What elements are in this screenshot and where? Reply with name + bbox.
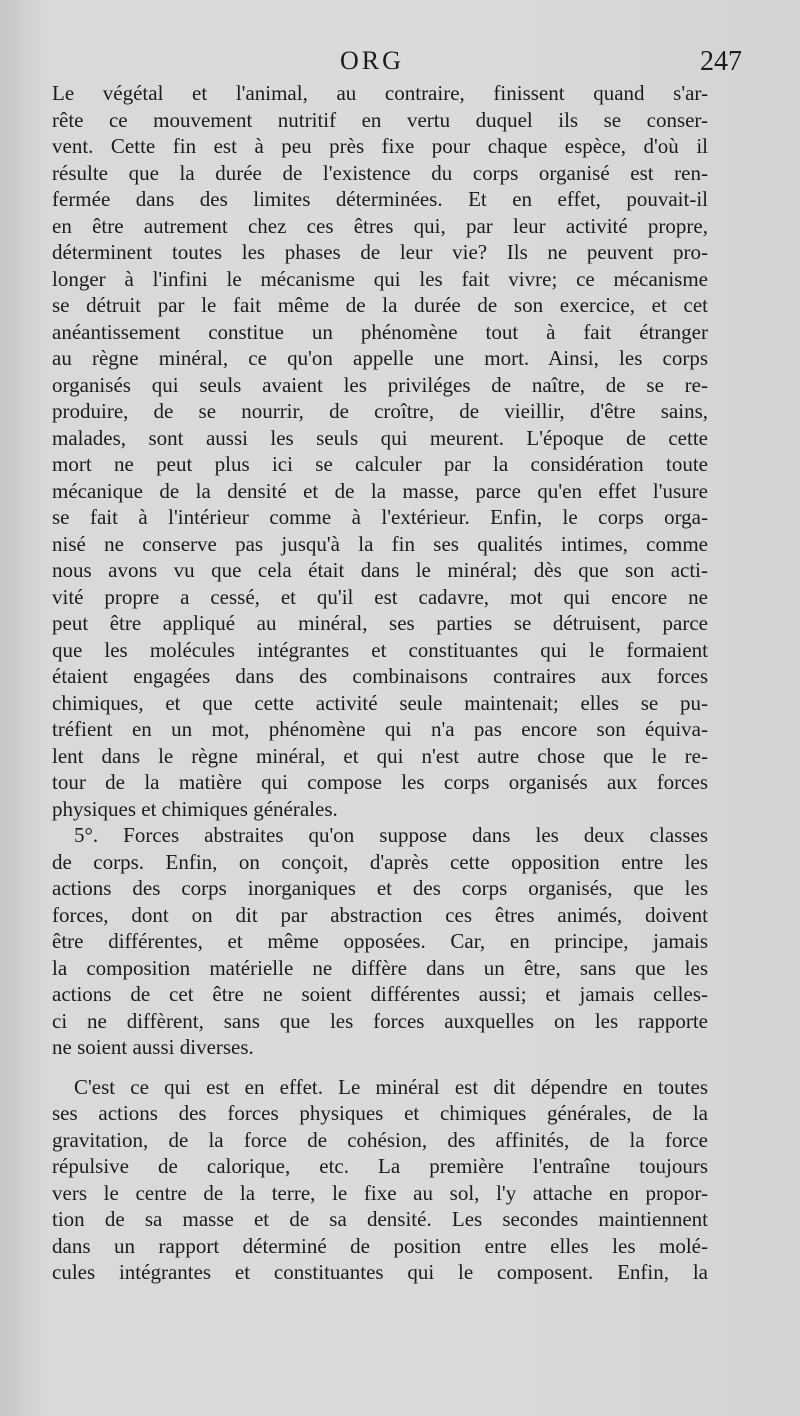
text-line: se fait à l'intérieur comme à l'extérieur. Enfin, le corps orga- [52,505,708,529]
text-line: se détruit par le fait même de la durée de son exercice, et cet [52,293,708,317]
text-line: lent dans le règne minéral, et qui n'est autre chose que le re- [52,743,708,768]
text-line: fermée dans des limites déterminées. Et en effet, pouvait-il [52,187,708,211]
text-line: actions de cet être ne soient différentes aussi; et jamais celles- [52,982,708,1006]
text-line: de corps. Enfin, on conçoit, d'après cette opposition entre les [52,849,708,874]
text-line: longer à l'infini le mécanisme qui les fait vivre; ce mécanisme [52,266,708,291]
text-line: tréfient en un mot, phénomène qui n'a pas encore son équiva- [52,717,708,741]
text-line: résulte que la durée de l'existence du corps organisé est ren- [52,160,708,185]
running-title: ORG [340,46,404,75]
text-line: physiques et chimiques générales. [52,796,338,821]
text-line: nous avons vu que cela était dans le minéral; dès que son acti- [52,558,708,582]
text-line: chimiques, et que cette activité seule maintenait; elles se pu- [52,690,708,715]
text-line: tion de sa masse et de sa densité. Les secondes maintiennent [52,1207,708,1231]
text-line: Le végétal et l'animal, au contraire, finissent quand s'ar- [52,81,708,105]
page-number: 247 [700,46,742,77]
text-line: organisés qui seuls avaient les priviléges de naître, de se re- [52,372,708,397]
text-line: vers le centre de la terre, le fixe au sol, l'y attache en propor- [52,1180,708,1205]
text-line: être différentes, et même opposées. Car, en principe, jamais [52,929,708,953]
text-line: nisé ne conserve pas jusqu'à la fin ses qualités intimes, comme [52,531,708,556]
text-line: mort ne peut plus ici se calculer par la considération toute [52,452,708,476]
text-line: ci ne diffèrent, sans que les forces auxquelles on les rapporte [52,1008,708,1033]
text-line: C'est ce qui est en effet. Le minéral est dit dépendre en toutes [74,1074,708,1099]
text-line: au règne minéral, ce qu'on appelle une mort. Ainsi, les corps [52,346,708,370]
text-line: forces, dont on dit par abstraction ces êtres animés, doivent [52,902,708,927]
text-line: en être autrement chez ces êtres qui, par leur activité propre, [52,213,708,238]
text-line: mécanique de la densité et de la masse, parce qu'en effet l'usure [52,478,708,503]
text-line: la composition matérielle ne diffère dans un être, sans que les [52,955,708,980]
text-line: malades, sont aussi les seuls qui meurent. L'époque de cette [52,425,708,450]
text-line: tour de la matière qui compose les corps organisés aux forces [52,770,708,794]
text-line: ses actions des forces physiques et chimiques générales, de la [52,1101,708,1125]
section-heading-line: 5°. Forces abstraites qu'on suppose dans les deux classes [74,823,708,847]
text-line: étaient engagées dans des combinaisons contraires aux forces [52,664,708,688]
text-line: vent. Cette fin est à peu près fixe pour chaque espèce, d'où il [52,134,708,158]
text-line: répulsive de calorique, etc. La première l'entraîne toujours [52,1154,708,1178]
text-line: que les molécules intégrantes et constituantes qui le formaient [52,637,708,662]
text-line: cules intégrantes et constituantes qui le composent. Enfin, la [52,1260,708,1284]
text-line: gravitation, de la force de cohésion, des affinités, de la force [52,1127,708,1152]
text-line: déterminent toutes les phases de leur vie? Ils ne peuvent pro- [52,240,708,264]
text-line: produire, de se nourrir, de croître, de vieillir, d'être sains, [52,399,708,423]
text-line: actions des corps inorganiques et des corps organisés, que les [52,876,708,900]
text-line: dans un rapport déterminé de position entre elles les molé- [52,1233,708,1258]
text-line: rête ce mouvement nutritif en vertu duquel ils se conser- [52,107,708,132]
text-line: vité propre a cessé, et qu'il est cadavre, mot qui encore ne [52,584,708,609]
text-line: peut être appliqué au minéral, ses parties se détruisent, parce [52,611,708,635]
text-line: anéantissement constitue un phénomène tout à fait étranger [52,319,708,344]
body-text [52,80,708,1286]
text-line: ne soient aussi diverses. [52,1035,254,1059]
